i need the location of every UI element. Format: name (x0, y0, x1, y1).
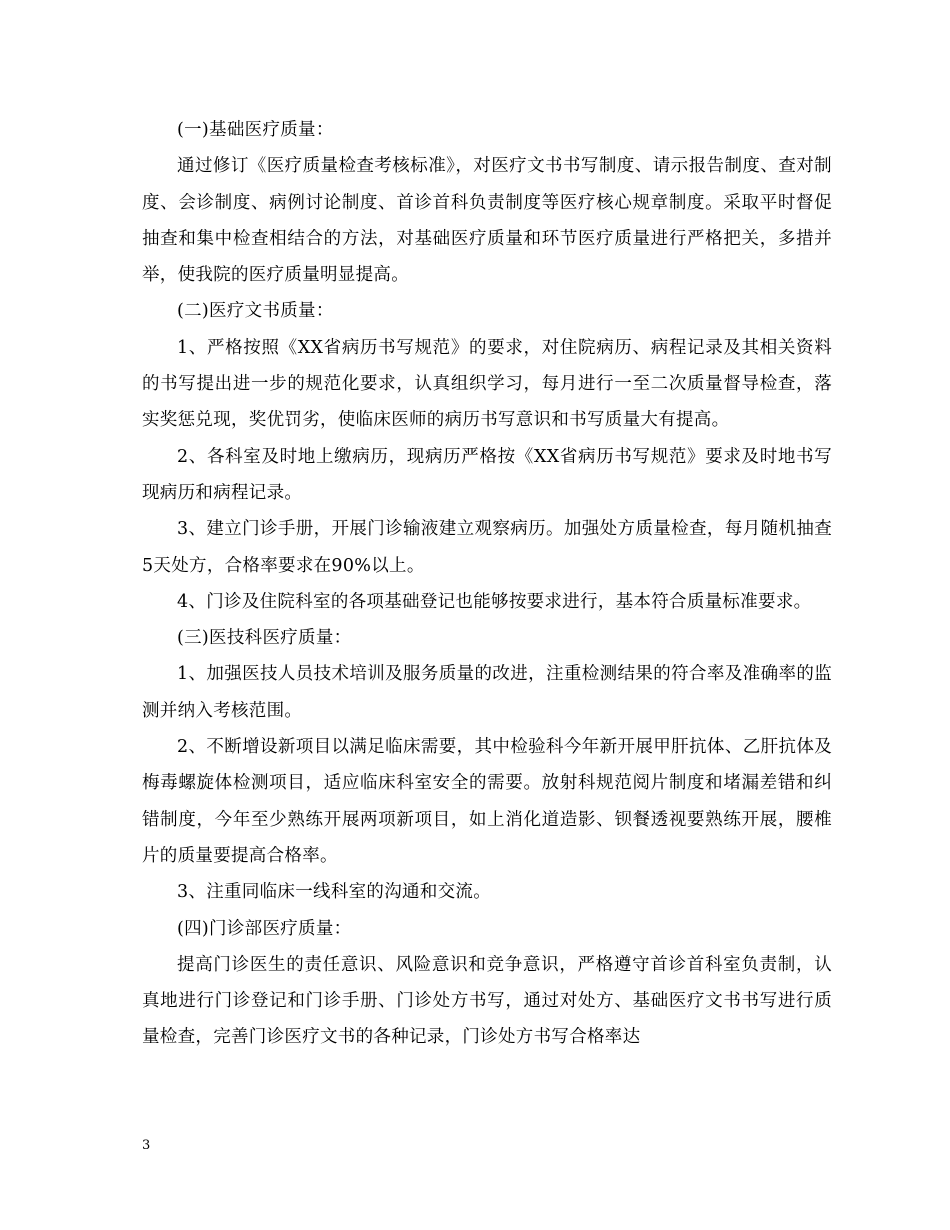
page-number: 3 (142, 1138, 151, 1153)
paragraph: 3、建立门诊手册，开展门诊输液建立观察病历。加强处方质量检查，每月随机抽查5天处方，合格率要求在90%以上。 (142, 519, 832, 576)
paragraph: 1、加强医技人员技术培训及服务质量的改进，注重检测结果的符合率及准确率的监测并纳入考核范围。 (142, 664, 832, 721)
paragraph: 3、注重同临床一线科室的沟通和交流。 (177, 882, 492, 903)
paragraph: 4、门诊及住院科室的各项基础登记也能够按要求进行，基本符合质量标准要求。 (177, 591, 812, 612)
paragraph: 1、严格按照《XX省病历书写规范》的要求，对住院病历、病程记录及其相关资料的书写提出进一步的规范化要求，认真组织学习，每月进行一至二次质量督导检查，落实奖惩兑现，奖优罚劣，使临床医师的病历书写意识和书写质量大有提高。 (142, 337, 832, 431)
paragraph: 2、不断增设新项目以满足临床需要，其中检验科今年新开展甲肝抗体、乙肝抗体及梅毒螺旋体检测项目，适应临床科室安全的需要。放射科规范阅片制度和堵漏差错和纠错制度，今年至少熟练开展两项新项目，如上消化道造影、钡餐透视要熟练开展，腰椎片的质量要提高合格率。 (142, 737, 832, 866)
paragraph: 通过修订《医疗质量检查考核标准》，对医疗文书书写制度、请示报告制度、查对制度、会诊制度、病例讨论制度、首诊首科负责制度等医疗核心规章制度。采取平时督促抽查和集中检查相结合的方法，对基础医疗质量和环节医疗质量进行严格把关，多措并举，使我院的医疗质量明显提高。 (142, 156, 832, 286)
section-heading-medical-records: (二)医疗文书质量： (177, 301, 334, 322)
document-body (142, 112, 832, 1056)
paragraph: 2、各科室及时地上缴病历，现病历严格按《XX省病历书写规范》要求及时地书写现病历和病程记录。 (142, 446, 832, 503)
section-heading-medical-tech: (三)医技科医疗质量： (177, 628, 352, 649)
section-heading-outpatient: (四)门诊部医疗质量： (177, 918, 352, 939)
section-heading-basic-quality: (一)基础医疗质量： (177, 120, 334, 140)
paragraph: 提高门诊医生的责任意识、风险意识和竞争意识，严格遵守首诊首科室负责制，认真地进行门诊登记和门诊手册、门诊处方书写，通过对处方、基础医疗文书书写进行质量检查，完善门诊医疗文书的各种记录，门诊处方书写合格率达 (142, 954, 832, 1048)
